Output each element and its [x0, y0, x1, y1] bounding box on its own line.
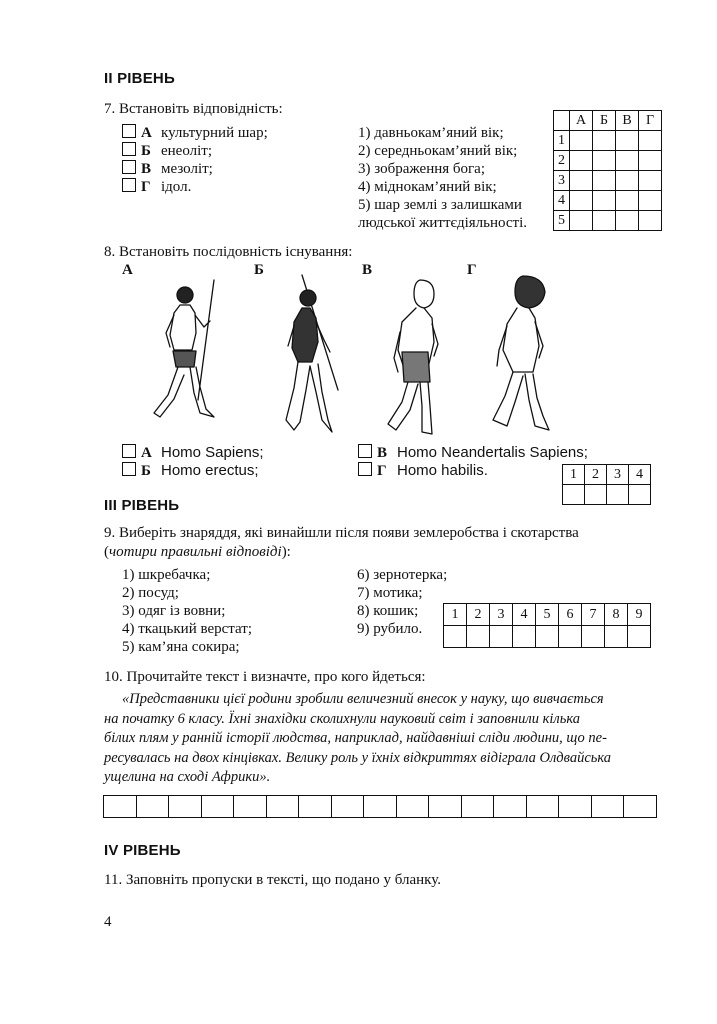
figure-letter-b: Б — [254, 262, 264, 278]
answer-cell[interactable] — [136, 796, 169, 818]
checkbox[interactable] — [122, 142, 136, 156]
answer-cell[interactable] — [593, 211, 616, 231]
answer-cell[interactable] — [570, 131, 593, 151]
q9-subtitle: (чотири правильні відповіді): — [104, 544, 291, 560]
checkbox[interactable] — [122, 178, 136, 192]
q8-option-a[interactable]: А Homo Sapiens; — [122, 443, 264, 463]
grid-row-label: 2 — [554, 151, 570, 171]
checkbox[interactable] — [122, 160, 136, 174]
answer-cell[interactable] — [593, 131, 616, 151]
checkbox[interactable] — [122, 462, 136, 476]
answer-cell[interactable] — [364, 796, 397, 818]
answer-cell[interactable] — [559, 626, 582, 648]
answer-cell[interactable] — [570, 171, 593, 191]
q9-item-1: 1) шкребачка; — [122, 567, 211, 583]
q7-answer-grid — [553, 110, 662, 231]
answer-cell[interactable] — [429, 796, 462, 818]
grid-header: А — [570, 111, 593, 131]
q9-item-5: 5) кам’яна сокира; — [122, 639, 240, 655]
grid-header: 1 — [444, 604, 467, 626]
page-number: 4 — [104, 914, 112, 930]
grid-header: 2 — [467, 604, 490, 626]
grid-header: 4 — [629, 465, 651, 485]
answer-cell[interactable] — [628, 626, 651, 648]
answer-cell[interactable] — [570, 151, 593, 171]
q7-match-1: 1) давньокам’яний вік; — [358, 125, 504, 141]
grid-row-label: 5 — [554, 211, 570, 231]
answer-cell[interactable] — [444, 626, 467, 648]
grid-row-label: 1 — [554, 131, 570, 151]
q9-item-9: 9) рубило. — [357, 621, 423, 637]
answer-cell[interactable] — [639, 211, 662, 231]
answer-cell[interactable] — [607, 485, 629, 505]
figure-letter-c: В — [362, 262, 373, 278]
q7-option-a[interactable]: А культурний шар; — [122, 124, 268, 143]
answer-cell[interactable] — [582, 626, 605, 648]
figure-a-illustration — [140, 275, 250, 435]
checkbox[interactable] — [358, 444, 372, 458]
q10-quote-line: «Представники цієї родини зробили величезний внесок у науку, що вивчається — [122, 691, 604, 707]
q7-match-3: 3) зображення бога; — [358, 161, 486, 177]
level-2-heading: II РІВЕНЬ — [104, 70, 175, 87]
q9-item-7: 7) мотика; — [357, 585, 423, 601]
figure-letter-d: Г — [467, 262, 477, 278]
grid-header: 4 — [513, 604, 536, 626]
grid-header: 8 — [605, 604, 628, 626]
answer-cell[interactable] — [563, 485, 585, 505]
answer-cell[interactable] — [331, 796, 364, 818]
q10-quote-line: ущелина на сході Африки». — [104, 769, 271, 785]
q7-option-b[interactable]: Б енеоліт; — [122, 142, 212, 161]
q9-title: 9. Виберіть знаряддя, які винайшли після появи землеробства і скотарства — [104, 525, 579, 541]
grid-header: Б — [593, 111, 616, 131]
answer-cell[interactable] — [616, 151, 639, 171]
q11-title: 11. Заповніть пропуски в тексті, що подано у бланку. — [104, 872, 441, 888]
q8-option-d[interactable]: Г Homo habilis. — [358, 461, 488, 481]
answer-cell[interactable] — [461, 796, 494, 818]
q7-match-2: 2) середньокам’яний вік; — [358, 143, 518, 159]
q10-quote-line: ресувалась на двох кінцівках. Велику роль у їхніх відкриттях відіграла Олдвайська — [104, 749, 612, 766]
q10-quote — [104, 690, 656, 788]
answer-cell[interactable] — [396, 796, 429, 818]
figure-d-illustration — [485, 270, 565, 440]
q9-item-6: 6) зернотерка; — [357, 567, 448, 583]
answer-cell[interactable] — [639, 171, 662, 191]
grid-header: В — [616, 111, 639, 131]
answer-cell[interactable] — [104, 796, 137, 818]
q10-quote-line: білих плям у ранній історії людства, наприклад, найдавніші сліди людини, що пе- — [104, 730, 607, 746]
answer-cell[interactable] — [585, 485, 607, 505]
answer-cell[interactable] — [639, 131, 662, 151]
q7-match-5: 5) шар землі з залишками — [358, 197, 522, 213]
level-3-heading: ІІІ РІВЕНЬ — [104, 497, 180, 514]
checkbox[interactable] — [122, 444, 136, 458]
checkbox[interactable] — [122, 124, 136, 138]
answer-cell[interactable] — [616, 131, 639, 151]
answer-cell[interactable] — [536, 626, 559, 648]
answer-cell[interactable] — [593, 151, 616, 171]
q8-option-c[interactable]: В Homo Neandertalis Sapiens; — [358, 443, 588, 463]
q9-answer-grid — [443, 603, 651, 648]
level-4-heading: IV РІВЕНЬ — [104, 842, 181, 859]
answer-cell[interactable] — [169, 796, 202, 818]
answer-cell[interactable] — [639, 151, 662, 171]
grid-header: 6 — [559, 604, 582, 626]
grid-header: 9 — [628, 604, 651, 626]
answer-cell[interactable] — [593, 171, 616, 191]
q7-option-c[interactable]: В мезоліт; — [122, 160, 213, 179]
answer-cell[interactable] — [494, 796, 527, 818]
grid-header: 5 — [536, 604, 559, 626]
grid-header: 2 — [585, 465, 607, 485]
grid-header: 7 — [582, 604, 605, 626]
q9-item-8: 8) кошик; — [357, 603, 419, 619]
answer-cell[interactable] — [266, 796, 299, 818]
answer-cell[interactable] — [299, 796, 332, 818]
answer-cell[interactable] — [629, 485, 651, 505]
q9-item-2: 2) посуд; — [122, 585, 179, 601]
q8-option-b[interactable]: Б Homo erectus; — [122, 461, 259, 481]
grid-row-label: 3 — [554, 171, 570, 191]
answer-cell[interactable] — [526, 796, 559, 818]
grid-header: 3 — [490, 604, 513, 626]
answer-cell[interactable] — [570, 211, 593, 231]
answer-cell[interactable] — [234, 796, 267, 818]
q9-item-4: 4) ткацький верстат; — [122, 621, 253, 637]
answer-cell[interactable] — [639, 191, 662, 211]
grid-header: 3 — [607, 465, 629, 485]
answer-cell[interactable] — [616, 191, 639, 211]
grid-row-label: 4 — [554, 191, 570, 211]
answer-cell[interactable] — [570, 191, 593, 211]
q9-item-3: 3) одяг із вовни; — [122, 603, 226, 619]
q7-match-4: 4) міднокам’яний вік; — [358, 179, 497, 195]
answer-cell[interactable] — [605, 626, 628, 648]
q10-quote-line: на початку 6 класу. Їхні знахідки сколихнули науковий світ і заповнили кілька — [104, 710, 580, 727]
figure-letter-a: А — [122, 262, 133, 278]
q7-title: 7. Встановіть відповідність: — [104, 101, 283, 117]
figure-c-illustration — [380, 272, 460, 440]
answer-cell[interactable] — [593, 191, 616, 211]
q10-answer-row — [103, 795, 657, 818]
grid-header: Г — [639, 111, 662, 131]
answer-cell[interactable] — [201, 796, 234, 818]
q10-title: 10. Прочитайте текст і визначте, про кого йдеться: — [104, 669, 426, 685]
answer-cell[interactable] — [467, 626, 490, 648]
q8-answer-grid — [562, 464, 651, 505]
answer-cell[interactable] — [624, 796, 657, 818]
q8-title: 8. Встановіть послідовність існування: — [104, 244, 353, 260]
q7-option-d[interactable]: Г ідол. — [122, 178, 191, 197]
answer-cell[interactable] — [616, 171, 639, 191]
figure-b-illustration — [272, 270, 362, 440]
answer-cell[interactable] — [591, 796, 624, 818]
answer-cell[interactable] — [616, 211, 639, 231]
answer-cell[interactable] — [490, 626, 513, 648]
checkbox[interactable] — [358, 462, 372, 476]
answer-cell[interactable] — [513, 626, 536, 648]
q7-match-5-cont: людської життєдіяльності. — [358, 215, 527, 231]
grid-header: 1 — [563, 465, 585, 485]
answer-cell[interactable] — [559, 796, 592, 818]
